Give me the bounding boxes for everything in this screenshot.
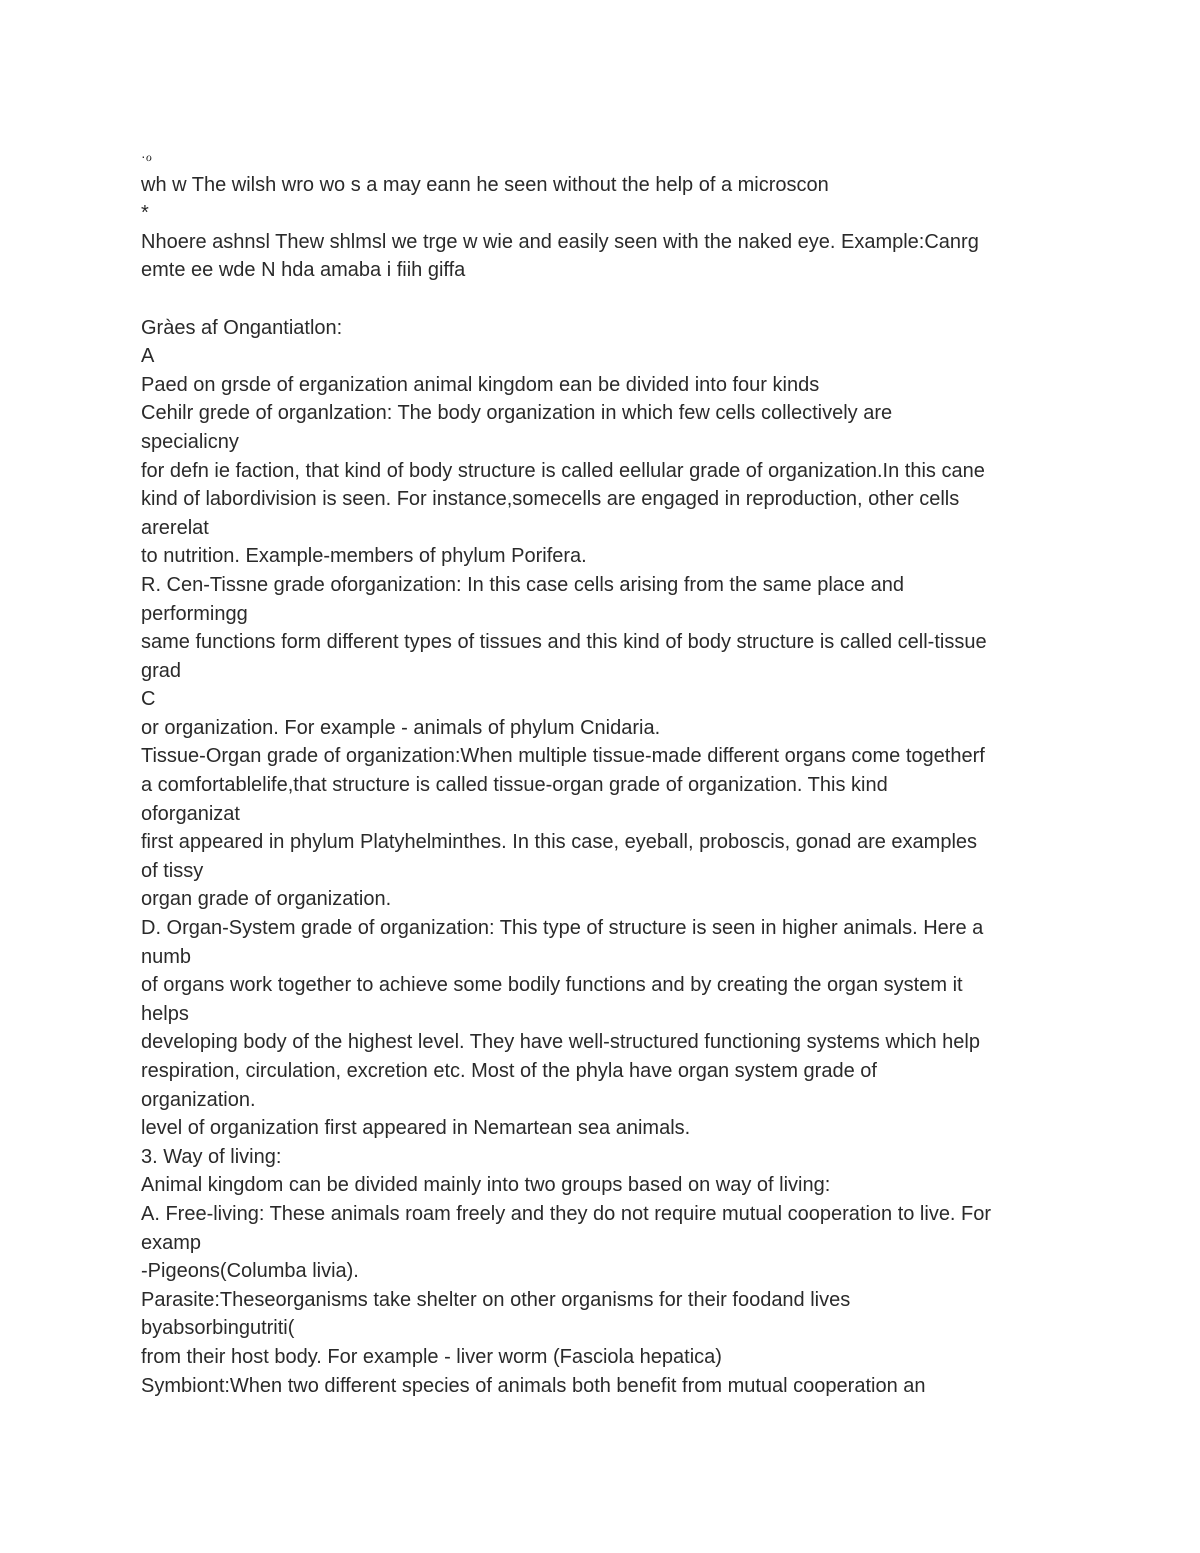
text-line: a comfortablelife,that structure is called tissue-organ grade of organization. This kind: [141, 774, 888, 797]
text-line: organization.: [141, 1088, 256, 1111]
text-line: A. Free-living: These animals roam freely and they do not require mutual cooperation to live. For: [141, 1202, 992, 1225]
text-line: level of organization first appeared in Nemartean sea animals.: [141, 1117, 691, 1140]
text-line: of tissy: [141, 859, 204, 882]
section-heading: 3. Way of living:: [141, 1145, 282, 1168]
text-line: for defn ie faction, that kind of body structure is called eellular grade of organization.In this cane: [141, 459, 985, 482]
text-line: C: [141, 688, 156, 711]
text-line: kind of labordivision is seen. For instance,somecells are engaged in reproduction, other cells: [141, 488, 960, 511]
text-line: to nutrition. Example-members of phylum Porifera.: [141, 545, 587, 568]
text-line: byabsorbingutriti(: [141, 1317, 295, 1340]
text-line: R. Cen-Tissne grade oforganization: In this case cells arising from the same place and: [141, 573, 904, 596]
text-line: Paed on grsde of erganization animal kingdom ean be divided into four kinds: [141, 373, 820, 396]
text-line: wh w The wilsh wro wo s a may eann he seen without the help of a microscon: [141, 173, 829, 196]
text-line: examp: [141, 1231, 202, 1254]
text-line: Parasite:Theseorganisms take shelter on other organisms for their foodand lives: [141, 1288, 851, 1311]
text-line: A: [141, 345, 155, 368]
text-line: first appeared in phylum Platyhelminthes. In this case, eyeball, proboscis, gonad are examples: [141, 831, 978, 854]
text-line: respiration, circulation, excretion etc. Most of the phyla have organ system grade of: [141, 1060, 877, 1082]
text-line: Animal kingdom can be divided mainly into two groups based on way of living:: [141, 1174, 831, 1197]
text-line: -Pigeons(Columba livia).: [141, 1260, 359, 1283]
document-body: [141, 142, 1071, 1400]
blank-line: [141, 285, 1071, 314]
text-line: helps: [141, 1002, 189, 1025]
text-line: of organs work together to achieve some bodily functions and by creating the organ system it: [141, 974, 963, 997]
text-line: emte ee wde N hda amaba i fiih giffa: [141, 259, 466, 282]
text-line: numb: [141, 945, 192, 968]
text-line: grad: [141, 659, 182, 682]
text-line: Tissue-Organ grade of organization:When multiple tissue-made different organs come togetherf: [141, 745, 985, 768]
section-heading: Gràes af Ongantiatlon:: [141, 316, 343, 339]
text-line: specialicny: [141, 430, 239, 453]
text-line: ·ℴ: [141, 148, 153, 164]
text-line: performingg: [141, 602, 248, 625]
text-line: from their host body. For example - liver worm (Fasciola hepatica): [141, 1345, 722, 1368]
text-line: Symbiont:When two different species of animals both benefit from mutual cooperation an: [141, 1374, 926, 1397]
text-line: Cehilr grede of organlzation: The body organization in which few cells collectively are: [141, 402, 893, 425]
text-line: *: [141, 202, 149, 225]
text-line: organ grade of organization.: [141, 888, 392, 911]
text-line: oforganizat: [141, 802, 240, 825]
text-line: developing body of the highest level. They have well-structured functioning systems which help: [141, 1031, 980, 1054]
text-line: same functions form different types of tissues and this kind of body structure is called cell-tissue: [141, 631, 987, 654]
text-line: or organization. For example - animals of phylum Cnidaria.: [141, 716, 661, 739]
text-line: arerelat: [141, 516, 209, 539]
text-line: D. Organ-System grade of organization: This type of structure is seen in higher animals. Here a: [141, 917, 984, 940]
text-line: Nhoere ashnsl Thew shlmsl we trge w wie and easily seen with the naked eye. Example:Canrg: [141, 230, 979, 253]
